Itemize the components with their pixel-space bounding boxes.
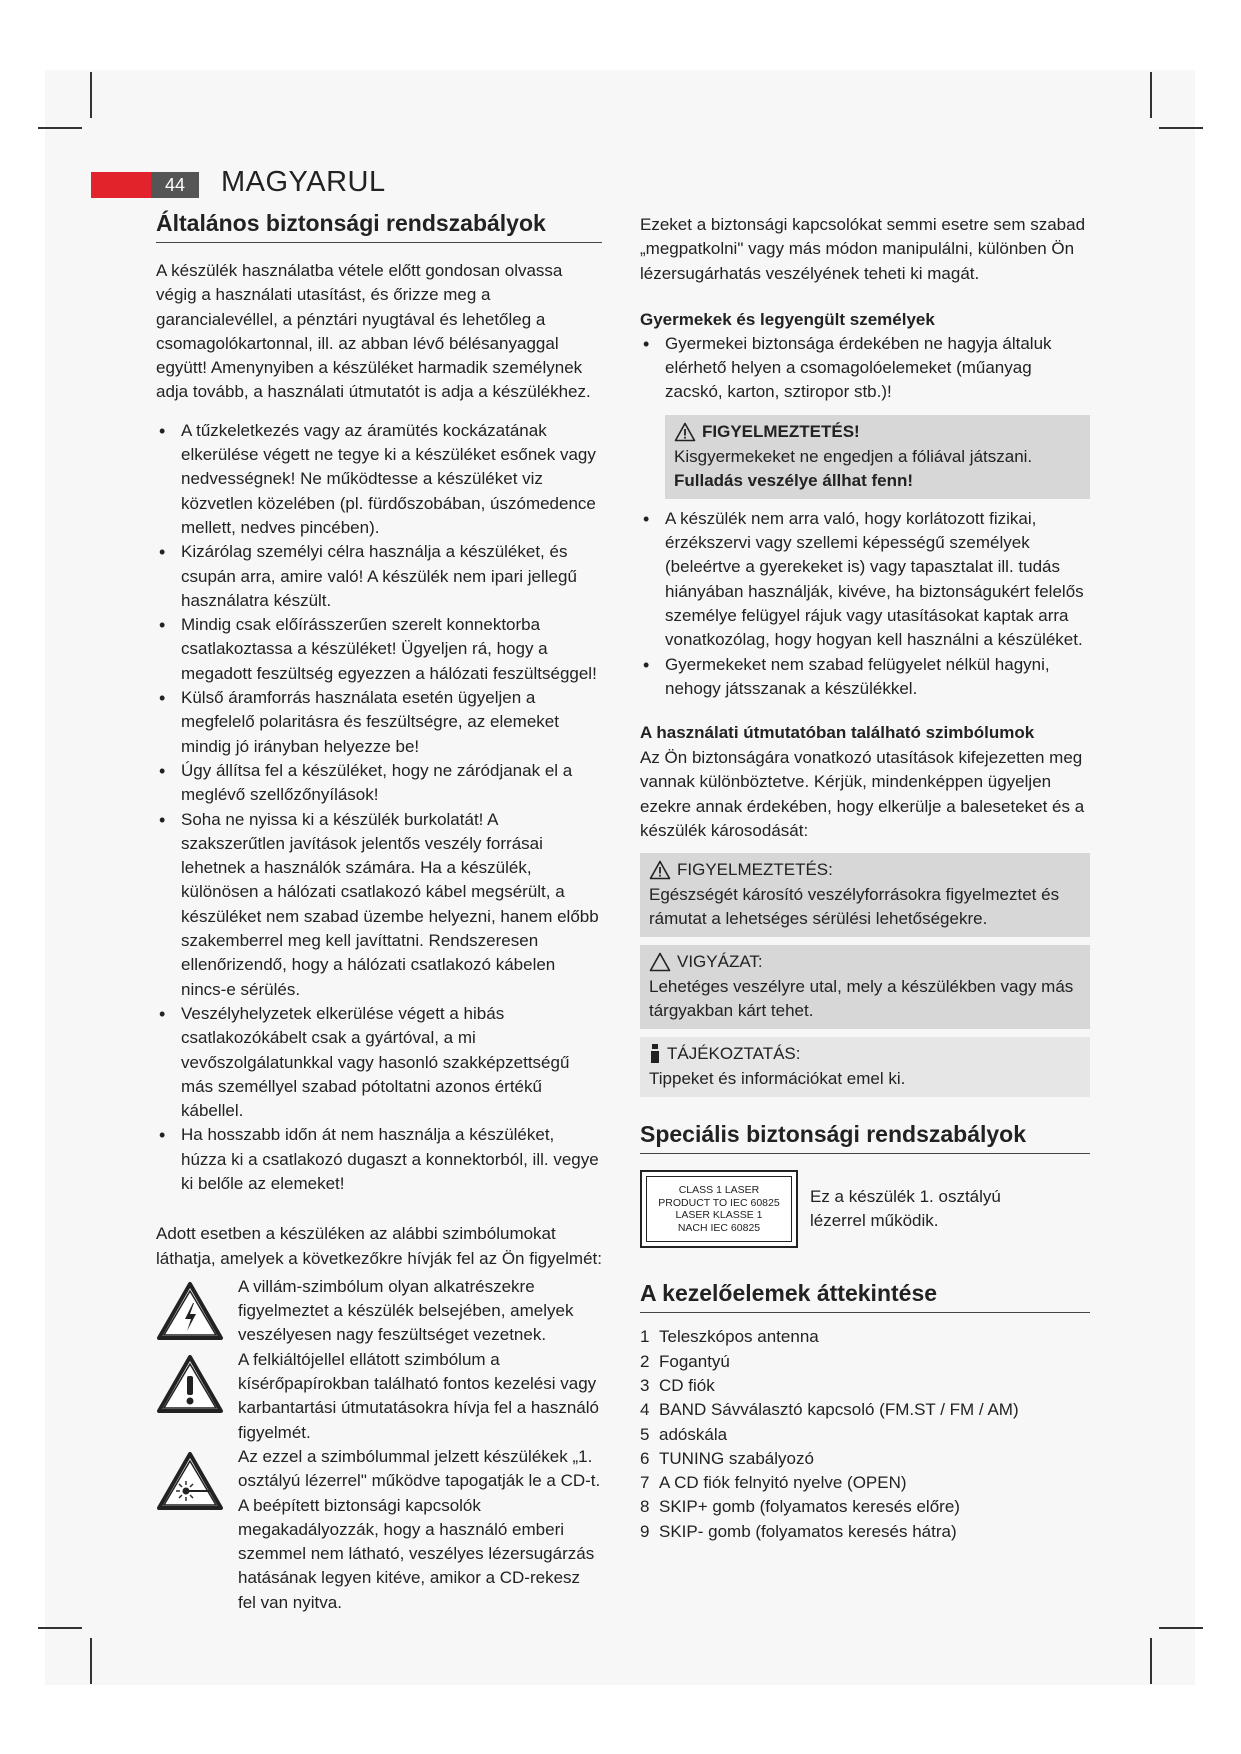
list-item: • Kizárólag személyi célra használja a készüléket, és csupán arra, amire való! A készülék nem ipari jellegű használatra készült.	[156, 540, 602, 613]
list-item: 6 TUNING szabályozó	[640, 1448, 814, 1468]
symbols-section-title: A használati útmutatóban található szimbólumok	[640, 723, 1035, 743]
symbols-intro: Adott esetben a készüléken az alábbi szimbólumokat láthatja, amelyek a következőkre hívják fel az Ön figyelmét:	[156, 1224, 602, 1268]
laser-label-line: LASER KLASSE 1	[675, 1209, 763, 1222]
list-item: 9 SKIP- gomb (folyamatos keresés hátra)	[640, 1521, 957, 1541]
crop-mark	[38, 127, 82, 129]
list-item: • Gyermekeket nem szabad felügyelet nélkül hagyni, nehogy játsszanak a készülékkel.	[640, 653, 1090, 702]
box-caution-title: VIGYÁZAT:	[677, 952, 763, 972]
section-title-general-safety: Általános biztonsági rendszabályok	[156, 210, 602, 243]
list-item: • Külső áramforrás használata esetén ügyeljen a megfelelő polaritásra és feszültségre, az elemeket mindig jó irányban helyezze be!	[156, 686, 602, 759]
symbol-item-laser	[156, 1445, 602, 1615]
list-item: • A készülék nem arra való, hogy korlátozott fizikai, érzékszervi vagy szellemi képességű személyek (beleértve a gyerekeket is) vagy tapasztalat ill. tudás hiányában használják, kivéve, ha biztonságukért felelős személye felügyel rájuk vagy utasításokat kaptak arra vonatkozólag, hogy hogyan kell használni a készüléket.	[640, 507, 1090, 653]
warning-box-foil	[665, 415, 1090, 499]
box-caution-text: Lehetéges veszélyre utal, mely a készülékben vagy más tárgyakban kárt tehet.	[649, 977, 1074, 1021]
box-info-text: Tippeket és információkat emel ki.	[649, 1069, 906, 1089]
warning-triangle-icon	[674, 422, 696, 442]
list-item: • Úgy állítsa fel a készüléket, hogy ne záródjanak el a meglévő szellőzőnyílások!	[156, 759, 602, 808]
crop-mark	[38, 1627, 82, 1629]
warning-box-title: FIGYELMEZTETÉS!	[702, 421, 860, 441]
children-section-title: Gyermekek és legyengült személyek	[640, 309, 935, 329]
list-item: • Mindig csak előírásszerűen szerelt konnektorba csatlakoztassa a készüléket! Ügyeljen rá, hogy a megadott feszültség egyezzen a hálózati feszültséggel!	[156, 613, 602, 686]
crop-mark	[90, 72, 92, 118]
list-item: 2 Fogantyú	[640, 1351, 730, 1371]
list-item: 5 adóskála	[640, 1424, 728, 1444]
box-warning	[640, 853, 1090, 937]
laser-class-row	[640, 1170, 1090, 1248]
symbol-description: Az ezzel a szimbólummal jelzett készülékek „1. osztályú lézerrel" működve tapogatják le a CD-t. A beépített biztonsági kapcsolók megakadályozzák, hogy a használó emberi szemmel nem látható, veszélyes lézersugárzás hatásának legyen kitéve, amikor a CD-rekesz fel van nyitva.	[238, 1446, 601, 1612]
list-item: • Ha hosszabb időn át nem használja a készüléket, húzza ki a csatlakozó dugaszt a konnektorból, ill. vegye ki belőle az elemeket!	[156, 1123, 602, 1196]
box-warning-title: FIGYELMEZTETÉS:	[677, 860, 833, 880]
warning-triangle-icon	[649, 860, 671, 880]
list-item: • A tűzkeletkezés vagy az áramütés kockázatának elkerülése végett ne tegye ki a készüléket esőnek vagy nedvességnek! Ne működtesse a készüléket viz közvetlen közelében (pl. fürdőszobában, úszómedence mellett, nedves pincében).	[156, 419, 602, 540]
crop-mark	[1150, 1638, 1152, 1684]
list-item: • Gyermekei biztonsága érdekében ne hagyja általuk elérhető helyen a csomagolóelemeket (műanyag zacskó, karton, sztiropor stb.)!	[640, 332, 1090, 405]
list-item: • Veszélyhelyzetek elkerülése végett a hibás csatlakozókábelt csak a gyártóval, a mi vevőszolgálatunkkal vagy hasonló szakképzettségű más személlyel szabad pótoltatni azonos értékű kábellel.	[156, 1002, 602, 1123]
symbol-item-lightning	[156, 1275, 602, 1348]
language-title: MAGYARUL	[221, 166, 386, 198]
lightning-warning-icon	[156, 1275, 228, 1348]
box-caution	[640, 945, 1090, 1029]
laser-label-line: NACH IEC 60825	[677, 1221, 761, 1234]
crop-mark	[90, 1638, 92, 1684]
box-warning-text: Egészségét károsító veszélyforrásokra figyelmeztet és rámutat a lehetséges sérülési lehetőségekre.	[649, 885, 1060, 929]
list-item: 1 Teleszkópos antenna	[640, 1327, 819, 1347]
box-info-title: TÁJÉKOZTATÁS:	[667, 1044, 801, 1064]
symbol-description: A villám-szimbólum olyan alkatrészekre figyelmeztet a készülék belsejében, amelyek veszélyesen nagy feszültséget vezetnek.	[238, 1276, 574, 1345]
section-title-special-safety: Speciális biztonsági rendszabályok	[640, 1121, 1090, 1154]
section-title-controls: A kezelőelemek áttekintése	[640, 1280, 1090, 1313]
laser-label-line: PRODUCT TO IEC 60825	[658, 1196, 780, 1209]
intro-paragraph: A készülék használatba vétele előtt gondosan olvassa végig a használati utasítást, és őrizze meg a garancialevéllel, a pénztári nyugtával és lehetőleg a csomagolókartonnal, ill. az abban lévő bélésanyaggal együtt! Amenynyiben a készüléket harmadik személynek adja tovább, a használati útmutatót is adja a készülékhez.	[156, 261, 591, 402]
list-item: 4 BAND Sávválasztó kapcsoló (FM.ST / FM / AM)	[640, 1400, 1019, 1420]
laser-warning-icon	[156, 1445, 228, 1615]
safety-bullet-list	[156, 419, 602, 1197]
list-item: 7 A CD fiók felnyitó nyelve (OPEN)	[640, 1473, 907, 1493]
left-column	[156, 210, 602, 1615]
list-item: • Soha ne nyissa ki a készülék burkolatát! A szakszerűtlen javítások jelentős veszély forrásai lehetnek a használók számára. Ha a készülék, különösen a hálózati csatlakozó kábel megsérült, a készüléket nem szabad üzembe helyezni, hanem előbb szakemberrel meg kell javíttatni. Rendszeresen ellenőrizendő, hogy a hálózati csatlakozó kábelen nincs-e sérülés.	[156, 808, 602, 1002]
crop-mark	[1159, 127, 1203, 129]
list-item: 8 SKIP+ gomb (folyamatos keresés előre)	[640, 1497, 960, 1517]
warning-box-line: Kisgyermekeket ne engedjen a fóliával játszani.	[674, 446, 1033, 466]
caution-triangle-icon	[649, 952, 671, 972]
safety-switch-paragraph: Ezeket a biztonsági kapcsolókat semmi esetre sem szabad „megpatkolni" vagy más módon manipulálni, különben Ön lézersugárhatás veszélyének teheti ki magát.	[640, 215, 1086, 283]
info-icon	[649, 1044, 661, 1064]
crop-mark	[1159, 1627, 1203, 1629]
controls-list	[640, 1325, 1090, 1544]
symbols-paragraph: Az Ön biztonságára vonatkozó utasítások kifejezetten meg vannak különböztetve. Kérjük, mindenképpen ügyeljen ezekre annak érdekében, hogy elkerülje a baleseteket és a készülék károsodását:	[640, 748, 1085, 841]
laser-label-line: CLASS 1 LASER	[678, 1184, 760, 1197]
symbol-list	[156, 1275, 602, 1615]
children-bullet-list	[640, 332, 1090, 405]
box-info	[640, 1037, 1090, 1097]
right-column	[640, 213, 1090, 1544]
crop-mark	[1150, 72, 1152, 118]
laser-class-label	[640, 1170, 798, 1248]
warning-box-line-bold: Fulladás veszélye állhat fenn!	[674, 470, 914, 490]
list-item: 3 CD fiók	[640, 1375, 715, 1395]
page-number: 44	[151, 172, 199, 198]
laser-class-text: Ez a készülék 1. osztályú lézerrel működik.	[810, 1187, 1001, 1231]
symbol-item-exclamation	[156, 1348, 602, 1445]
children-bullet-list-2	[640, 507, 1090, 701]
exclamation-warning-icon	[156, 1348, 228, 1445]
symbol-description: A felkiáltójellel ellátott szimbólum a kísérőpapírokban található fontos kezelési vagy karbantartási útmutatásokra hívja fel a használó figyelmét.	[238, 1349, 599, 1442]
